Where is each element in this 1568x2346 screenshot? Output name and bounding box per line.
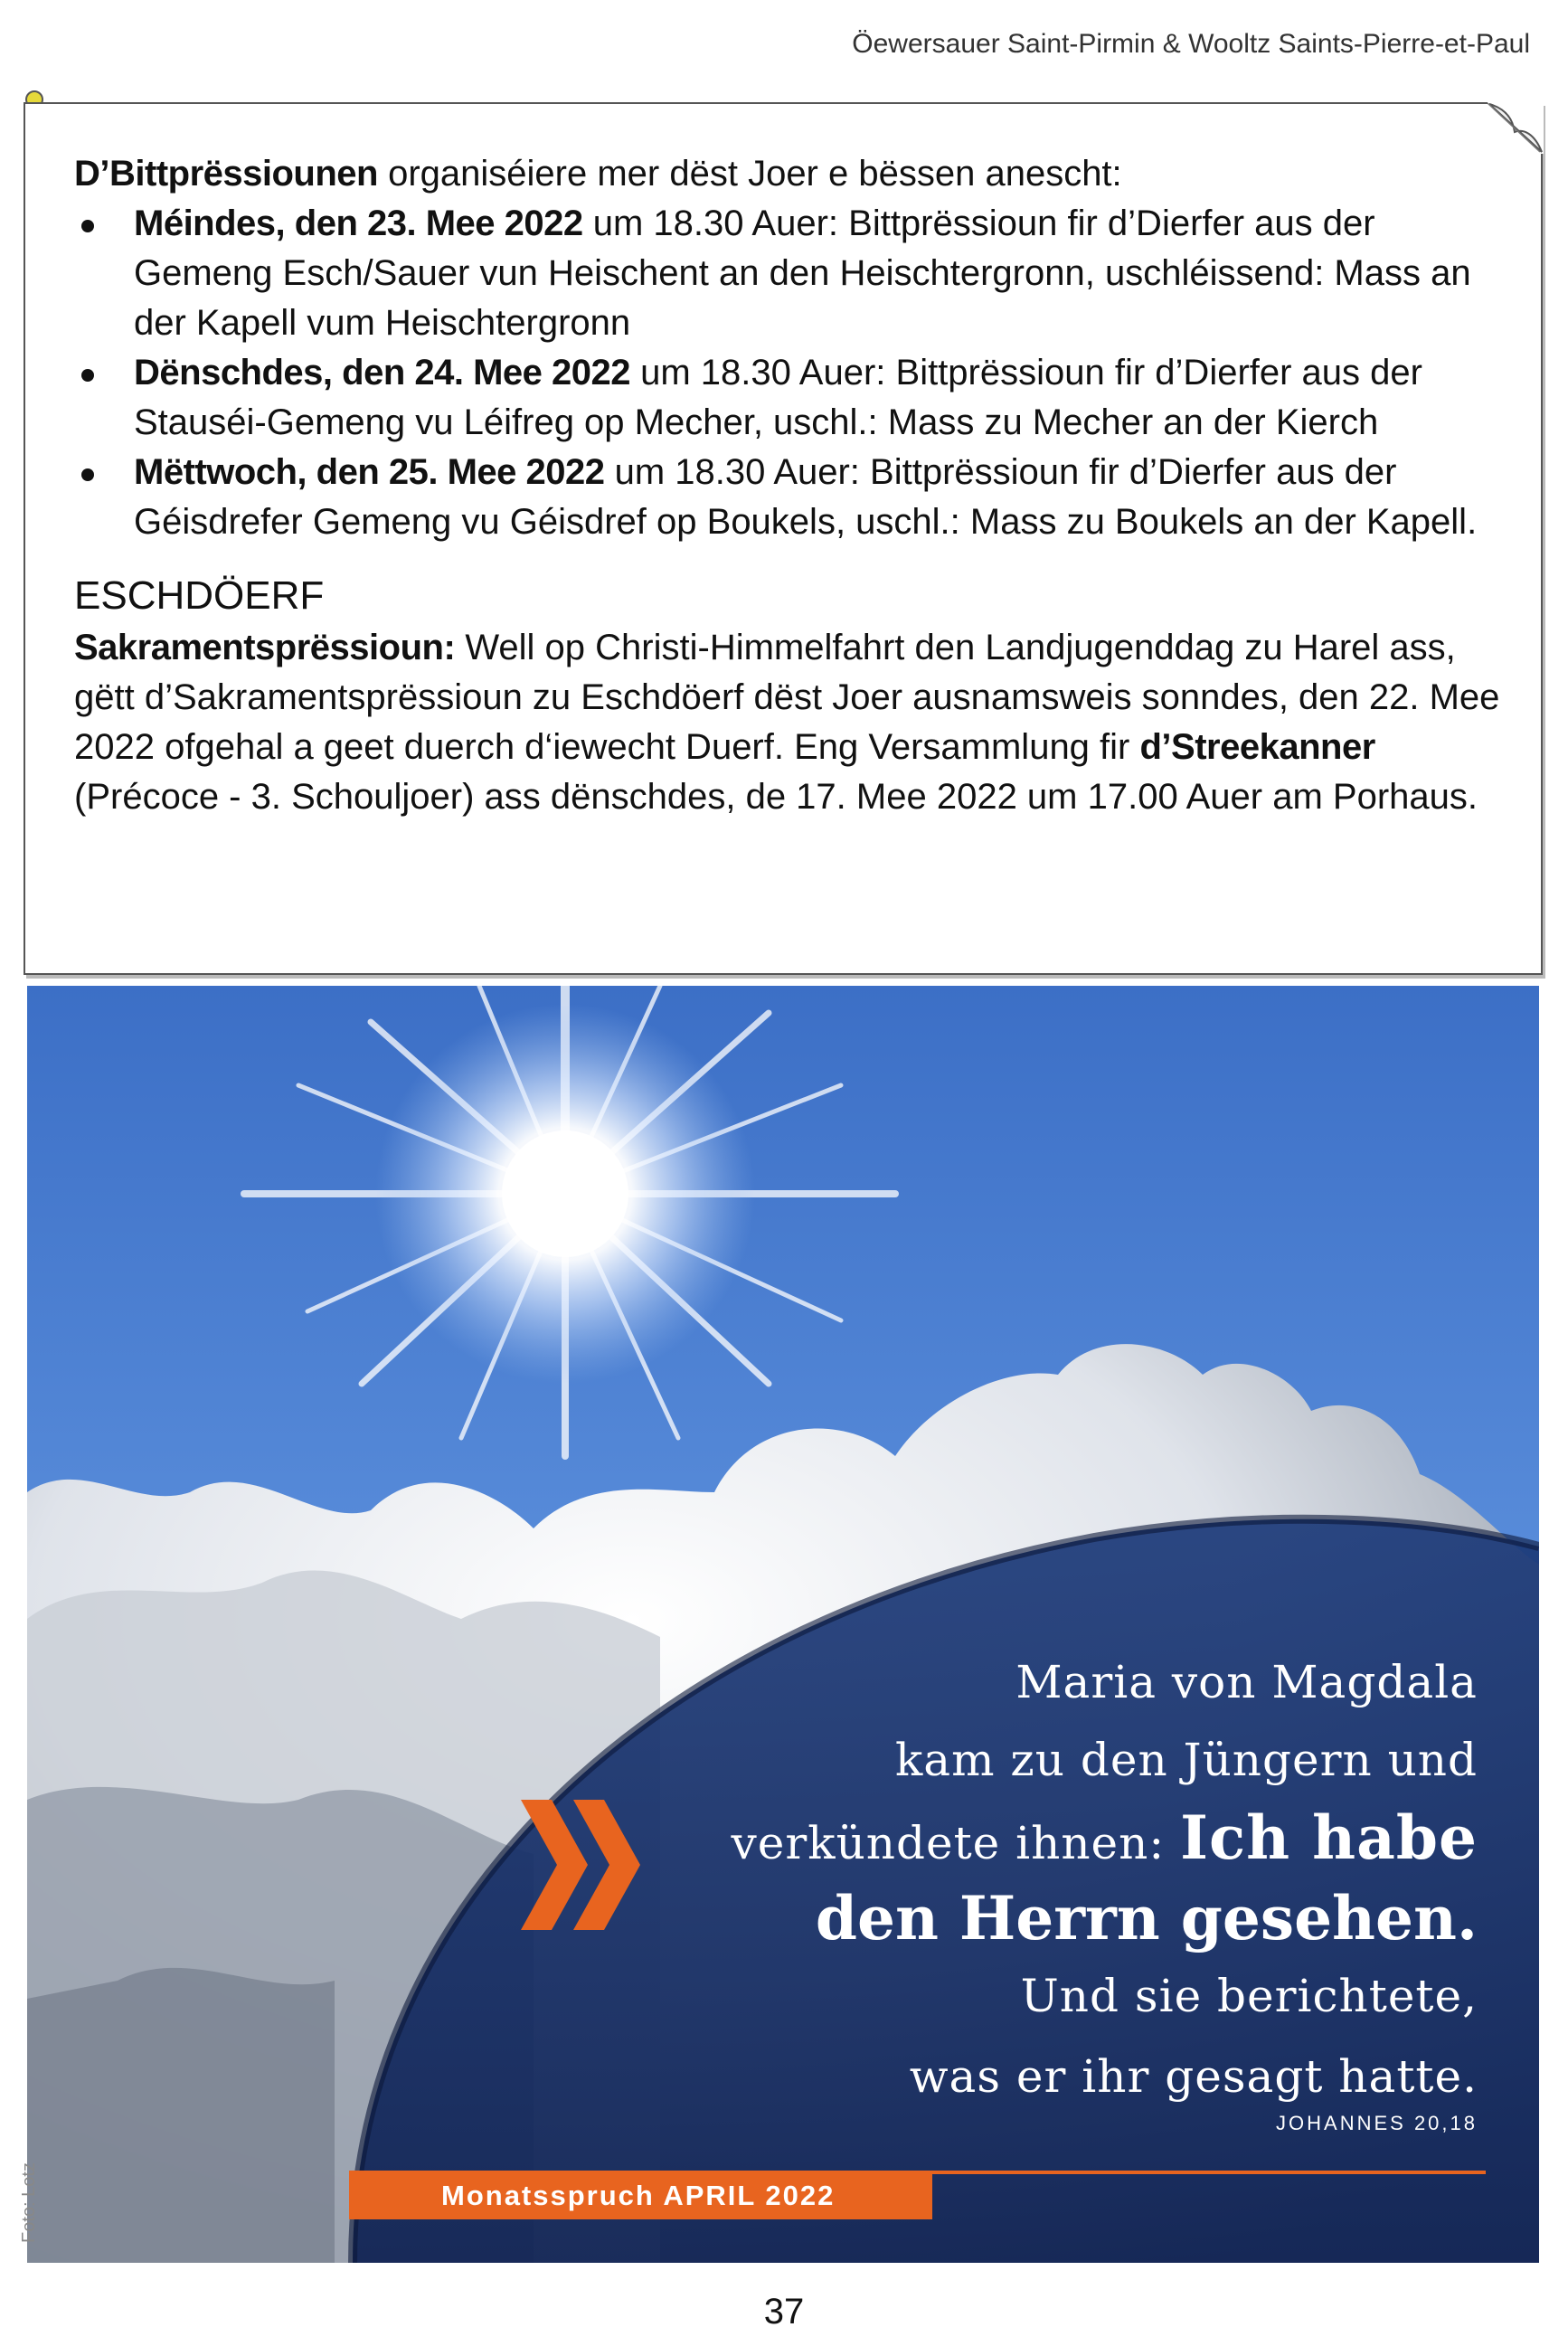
poster-image — [27, 986, 1539, 2263]
intro-paragraph — [74, 149, 1521, 199]
quote-line-start: verkündete ihnen: — [731, 1817, 1181, 1869]
page-number: 37 — [763, 2292, 805, 2332]
section-bold: d’Streekanner — [1139, 727, 1375, 767]
quote-line: kam zu den Jüngern und — [895, 1734, 1478, 1786]
list-item — [74, 348, 1521, 448]
photo-credit: Foto: Lotz — [19, 2162, 39, 2243]
section-label: Sakramentsprëssioun: — [74, 628, 456, 667]
quote-line: was er ihr gesagt hatte. — [909, 2050, 1478, 2103]
quote-line: Maria von Magdala — [1015, 1656, 1478, 1708]
page-curl-icon — [1488, 101, 1544, 154]
quote-line: Und sie berichtete, — [1020, 1970, 1478, 2022]
announcement-text — [74, 149, 1521, 822]
procession-text: um 18.30 Auer: Bittprëssioun fir d’Dierfer aus der Géisdrefer Gemeng vu Géisdref op Boukels, uschl.: Mass zu Boukels an der Kapell. — [134, 452, 1478, 542]
procession-date: Méindes, den 23. Mee 2022 — [134, 203, 583, 243]
procession-date: Dënschdes, den 24. Mee 2022 — [134, 353, 630, 393]
procession-date: Mëttwoch, den 25. Mee 2022 — [134, 452, 605, 492]
double-chevron-icon — [521, 1800, 647, 1935]
intro-bold: D’Bittprëssiounen — [74, 154, 378, 194]
bible-reference: JOHANNES 20,18 — [1276, 2112, 1478, 2134]
section-paragraph — [74, 623, 1521, 822]
quote-line — [732, 1799, 1478, 1882]
section-text: Well op Christi-Himmelfahrt den Landjugenddag zu Harel ass, gëtt d’Sakramentsprëssioun zu Eschdöerf dëst Joer ausnamsweis sonndes, den 22. Mee 2022 ofgehal a geet duerch d‘iewecht Duerf. Eng Versammlung fir — [74, 628, 1500, 767]
procession-text: um 18.30 Auer: Bittprëssioun fir d’Dierfer aus der Gemeng Esch/Sauer vun Heischent an den Heischtergronn, uschléissend: Mass an der Kapell vum Heischtergronn — [134, 203, 1471, 343]
page-header: Öewersauer Saint-Pirmin & Wooltz Saints-Pierre-et-Paul — [852, 29, 1530, 59]
section-title: ESCHDÖERF — [74, 573, 325, 618]
procession-list — [74, 199, 1521, 547]
section-text-end: (Précoce - 3. Schouljoer) ass dënschdes, de 17. Mee 2022 um 17.00 Auer am Porhaus. — [74, 777, 1478, 817]
list-item — [74, 199, 1521, 348]
monatsspruch-banner: Monatsspruch APRIL 2022 — [349, 2172, 932, 2219]
quote-emphasis: Ich habe — [1180, 1802, 1478, 1873]
intro-text: organiséiere mer dëst Joer e bëssen anescht: — [377, 154, 1122, 194]
list-item — [74, 448, 1521, 547]
poster-quote — [732, 1643, 1478, 2115]
quote-emphasis-line: den Herrn gesehen. — [815, 1883, 1478, 1953]
procession-text: um 18.30 Auer: Bittprëssioun fir d’Dierfer aus der Stauséi-Gemeng vu Léifreg op Mecher, uschl.: Mass zu Mecher an der Kierch — [134, 353, 1422, 442]
